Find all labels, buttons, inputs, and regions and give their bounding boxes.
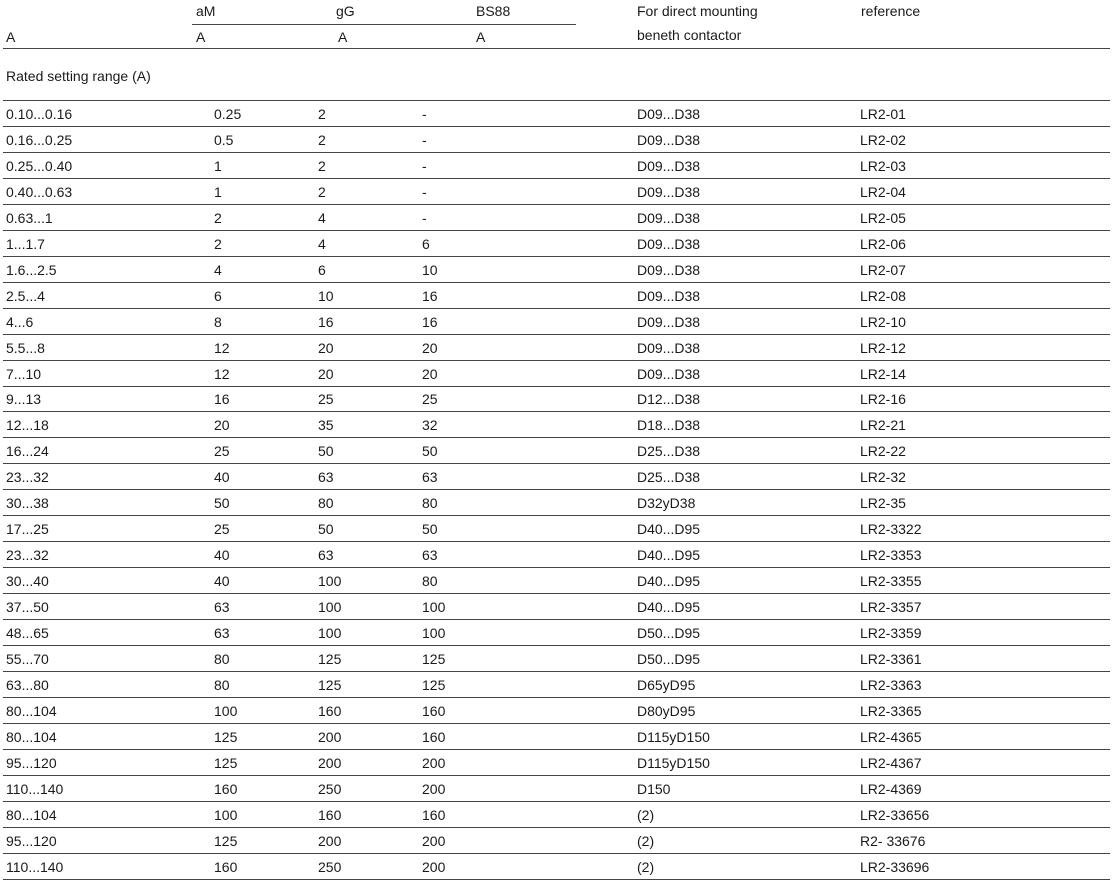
cell-contactor-mounting: D115yD150 [637,754,710,771]
cell-fuse-am: 4 [214,261,222,278]
cell-fuse-bs88: - [422,183,427,200]
cell-rated-range: 63...80 [6,676,49,693]
table-row [0,464,1115,490]
cell-fuse-gg: 250 [318,780,342,797]
header-gg: gG [336,3,355,19]
cell-contactor-mounting: D25...D38 [637,443,701,460]
cell-rated-range: 23...32 [6,469,49,486]
cell-rated-range: 110...140 [6,858,64,875]
cell-fuse-am: 12 [214,365,230,382]
cell-fuse-gg: 63 [318,547,334,564]
cell-fuse-am: 125 [214,728,238,745]
cell-fuse-am: 63 [214,599,230,616]
cell-fuse-am: 25 [214,521,230,538]
table-row [0,698,1115,724]
table-row [0,361,1115,387]
cell-rated-range: 5.5...8 [6,339,45,356]
cell-fuse-gg: 10 [318,287,334,304]
cell-rated-range: 30...40 [6,573,49,590]
cell-rated-range: 0.16...0.25 [6,131,73,148]
cell-reference: LR2-12 [860,339,906,356]
cell-fuse-bs88: 200 [422,832,446,849]
cell-rated-range: 0.63...1 [6,209,53,226]
cell-contactor-mounting: D09...D38 [637,131,701,148]
cell-contactor-mounting: D150 [637,780,671,797]
table-row [0,672,1115,698]
cell-fuse-gg: 200 [318,728,342,745]
cell-fuse-bs88: 125 [422,676,446,693]
cell-rated-range: 16...24 [6,443,49,460]
cell-fuse-bs88: 16 [422,287,438,304]
cell-fuse-am: 40 [214,573,230,590]
cell-contactor-mounting: (2) [637,806,655,823]
cell-fuse-gg: 6 [318,261,326,278]
cell-fuse-gg: 2 [318,131,326,148]
cell-fuse-bs88: 200 [422,780,446,797]
cell-contactor-mounting: D50...D95 [637,625,701,641]
cell-fuse-bs88: 80 [422,573,438,590]
cell-fuse-bs88: - [422,131,427,148]
cell-fuse-am: 8 [214,313,222,330]
table-row [0,828,1115,854]
cell-rated-range: 12...18 [6,417,49,434]
cell-fuse-am: 40 [214,547,230,564]
cell-contactor-mounting: D115yD150 [637,728,710,745]
cell-fuse-bs88: 16 [422,313,438,330]
cell-fuse-gg: 25 [318,391,334,408]
cell-fuse-bs88: 63 [422,469,438,486]
table-row [0,335,1115,361]
cell-fuse-bs88: - [422,209,427,226]
table-row [0,724,1115,750]
cell-rated-range: 95...120 [6,754,57,771]
cell-fuse-bs88: 160 [422,806,446,823]
cell-contactor-mounting: D09...D38 [637,261,701,278]
cell-reference: LR2-3353 [860,547,922,564]
cell-fuse-gg: 2 [318,183,326,200]
cell-fuse-bs88: 160 [422,728,446,745]
cell-fuse-bs88: 20 [422,339,438,356]
section-label: Rated setting range (A) [6,68,151,84]
cell-rated-range: 1.6...2.5 [6,261,57,278]
cell-fuse-am: 160 [214,780,238,797]
cell-fuse-bs88: 80 [422,495,438,512]
cell-reference: LR2-33696 [860,858,930,875]
cell-fuse-gg: 80 [318,495,334,512]
table-row [0,283,1115,309]
table-row [0,438,1115,464]
cell-rated-range: 80...104 [6,702,57,719]
cell-fuse-gg: 16 [318,313,334,330]
cell-fuse-am: 0.5 [214,131,234,148]
cell-reference: LR2-05 [860,209,906,226]
cell-fuse-gg: 250 [318,858,342,875]
cell-fuse-gg: 200 [318,832,342,849]
cell-fuse-am: 16 [214,391,230,408]
cell-fuse-gg: 35 [318,417,334,434]
cell-fuse-bs88: 200 [422,858,446,875]
cell-fuse-bs88: 6 [422,235,430,252]
cell-fuse-am: 40 [214,469,230,486]
cell-fuse-gg: 125 [318,650,342,667]
cell-reference: LR2-01 [860,106,906,122]
cell-fuse-bs88: 25 [422,391,438,408]
cell-rated-range: 110...140 [6,780,64,797]
cell-fuse-am: 100 [214,806,238,823]
cell-fuse-gg: 50 [318,521,334,538]
cell-fuse-am: 2 [214,235,222,252]
cell-contactor-mounting: (2) [637,832,655,849]
header-mounting-line1: For direct mounting [637,3,758,19]
cell-fuse-am: 1 [214,183,222,200]
cell-fuse-gg: 125 [318,676,342,693]
unit-bs88: A [476,29,486,45]
cell-contactor-mounting: D12...D38 [637,391,701,408]
cell-fuse-am: 20 [214,417,230,434]
cell-reference: LR2-14 [860,365,906,382]
cell-contactor-mounting: D09...D38 [637,365,701,382]
table-row [0,854,1115,880]
table-row [0,490,1115,516]
table-row [0,620,1115,646]
table-row [0,309,1115,335]
cell-fuse-bs88: 10 [422,261,438,278]
cell-fuse-am: 1 [214,157,222,174]
cell-fuse-gg: 20 [318,339,334,356]
cell-fuse-am: 80 [214,650,230,667]
cell-rated-range: 7...10 [6,365,42,382]
cell-reference: R2- 33676 [860,832,926,849]
cell-reference: LR2-4367 [860,754,922,771]
table-row [0,127,1115,153]
cell-fuse-am: 80 [214,676,230,693]
table-row [0,153,1115,179]
cell-reference: LR2-03 [860,157,906,174]
cell-rated-range: 9...13 [6,391,42,408]
cell-rated-range: 0.25...0.40 [6,157,73,174]
cell-fuse-bs88: 200 [422,754,446,771]
cell-contactor-mounting: D80yD95 [637,702,696,719]
cell-fuse-am: 0.25 [214,106,242,122]
header-mounting-line2: beneth contactor [637,27,742,43]
table-row [0,594,1115,620]
row-divider [3,879,1110,880]
table-row [0,386,1115,412]
table-row [0,231,1115,257]
cell-rated-range: 80...104 [6,806,57,823]
cell-reference: LR2-35 [860,495,906,512]
cell-reference: LR2-3322 [860,521,922,538]
cell-contactor-mounting: D40...D95 [637,599,701,616]
cell-fuse-am: 12 [214,339,230,356]
cell-fuse-gg: 50 [318,443,334,460]
cell-contactor-mounting: (2) [637,858,655,875]
cell-fuse-am: 160 [214,858,238,875]
cell-contactor-mounting: D09...D38 [637,106,701,122]
cell-fuse-bs88: - [422,106,427,122]
cell-reference: LR2-3355 [860,573,922,590]
cell-contactor-mounting: D09...D38 [637,183,701,200]
cell-contactor-mounting: D40...D95 [637,547,701,564]
cell-reference: LR2-10 [860,313,906,330]
cell-contactor-mounting: D18...D38 [637,417,701,434]
header-bs88: BS88 [476,3,511,19]
cell-fuse-gg: 100 [318,599,342,616]
cell-reference: LR2-08 [860,287,906,304]
unit-am: A [196,29,206,45]
cell-fuse-gg: 200 [318,754,342,771]
cell-fuse-bs88: 50 [422,443,438,460]
cell-reference: LR2-3357 [860,599,922,616]
cell-reference: LR2-02 [860,131,906,148]
cell-reference: LR2-06 [860,235,906,252]
cell-fuse-gg: 100 [318,573,342,590]
table-row [0,516,1115,542]
cell-fuse-am: 50 [214,495,230,512]
cell-rated-range: 0.10...0.16 [6,106,73,122]
table-row [0,802,1115,828]
cell-contactor-mounting: D65yD95 [637,676,696,693]
cell-fuse-gg: 2 [318,157,326,174]
cell-reference: LR2-3359 [860,625,922,641]
cell-fuse-bs88: - [422,157,427,174]
cell-rated-range: 30...38 [6,495,49,512]
cell-reference: LR2-3361 [860,650,922,667]
cell-rated-range: 80...104 [6,728,57,745]
cell-contactor-mounting: D40...D95 [637,521,701,538]
cell-rated-range: 55...70 [6,650,49,667]
cell-fuse-am: 125 [214,754,238,771]
table-row [0,776,1115,802]
cell-fuse-bs88: 100 [422,625,446,641]
table-row [0,750,1115,776]
cell-contactor-mounting: D09...D38 [637,209,701,226]
cell-contactor-mounting: D32yD38 [637,495,696,512]
cell-fuse-am: 125 [214,832,238,849]
cell-reference: LR2-07 [860,261,906,278]
cell-fuse-gg: 4 [318,209,326,226]
table-row [0,646,1115,672]
cell-fuse-bs88: 50 [422,521,438,538]
cell-fuse-bs88: 20 [422,365,438,382]
cell-rated-range: 2.5...4 [6,287,45,304]
cell-fuse-bs88: 32 [422,417,438,434]
cell-reference: LR2-22 [860,443,906,460]
cell-fuse-bs88: 63 [422,547,438,564]
cell-reference: LR2-4365 [860,728,922,745]
table-row [0,568,1115,594]
cell-fuse-am: 6 [214,287,222,304]
cell-contactor-mounting: D25...D38 [637,469,701,486]
header-fuse-divider [192,24,576,25]
header-reference: reference [861,3,921,19]
unit-range: A [6,29,16,45]
cell-fuse-am: 25 [214,443,230,460]
cell-rated-range: 37...50 [6,599,49,616]
unit-gg: A [338,29,348,45]
cell-contactor-mounting: D09...D38 [637,287,701,304]
cell-reference: LR2-21 [860,417,906,434]
table-row [0,412,1115,438]
cell-rated-range: 1...1.7 [6,235,45,252]
cell-fuse-bs88: 100 [422,599,446,616]
cell-contactor-mounting: D09...D38 [637,339,701,356]
cell-fuse-gg: 160 [318,702,342,719]
cell-reference: LR2-16 [860,391,906,408]
cell-reference: LR2-33656 [860,806,930,823]
header-am: aM [196,3,216,19]
cell-reference: LR2-4369 [860,780,922,797]
cell-reference: LR2-32 [860,469,906,486]
header-bottom-divider [3,48,1110,49]
cell-rated-range: 0.40...0.63 [6,183,73,200]
cell-fuse-gg: 100 [318,625,342,641]
table-row [0,179,1115,205]
cell-fuse-am: 63 [214,625,230,641]
cell-reference: LR2-04 [860,183,906,200]
table-row [0,101,1115,127]
cell-contactor-mounting: D09...D38 [637,313,701,330]
cell-contactor-mounting: D09...D38 [637,235,701,252]
cell-rated-range: 95...120 [6,832,57,849]
cell-contactor-mounting: D40...D95 [637,573,701,590]
cell-rated-range: 17...25 [6,521,49,538]
cell-fuse-bs88: 125 [422,650,446,667]
cell-rated-range: 48...65 [6,625,49,641]
cell-fuse-gg: 160 [318,806,342,823]
table-row [0,257,1115,283]
cell-contactor-mounting: D50...D95 [637,650,701,667]
cell-fuse-gg: 63 [318,469,334,486]
cell-fuse-bs88: 160 [422,702,446,719]
cell-reference: LR2-3363 [860,676,922,693]
cell-contactor-mounting: D09...D38 [637,157,701,174]
cell-fuse-am: 100 [214,702,238,719]
cell-fuse-gg: 4 [318,235,326,252]
table-row [0,542,1115,568]
table-row [0,205,1115,231]
cell-fuse-gg: 20 [318,365,334,382]
cell-rated-range: 23...32 [6,547,49,564]
cell-fuse-am: 2 [214,209,222,226]
cell-reference: LR2-3365 [860,702,922,719]
cell-fuse-gg: 2 [318,106,326,122]
cell-rated-range: 4...6 [6,313,34,330]
